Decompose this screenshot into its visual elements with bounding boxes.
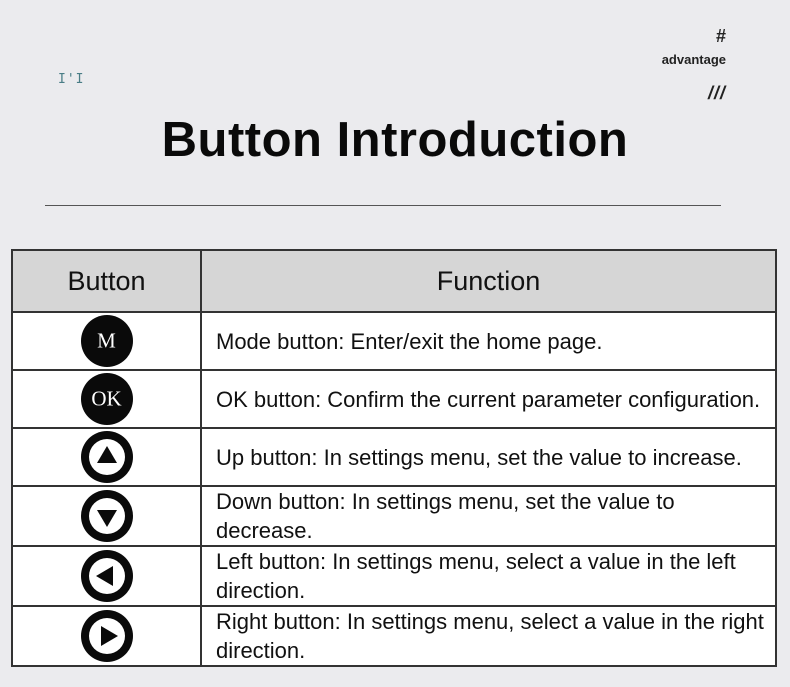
- table-row: [12, 370, 776, 428]
- button-column-header: Button: [12, 250, 201, 312]
- ok-button-icon: [81, 373, 133, 425]
- table-row: [12, 546, 776, 606]
- table-header-row: [12, 250, 776, 312]
- hash-symbol: #: [715, 26, 726, 46]
- button-function-table: [11, 249, 777, 667]
- function-description: OK button: Confirm the current parameter configuration.: [201, 370, 776, 428]
- up-arrow-icon: [81, 431, 133, 483]
- table-row: [12, 312, 776, 370]
- slashes-decoration: ///: [707, 83, 726, 103]
- title-divider: [45, 205, 721, 206]
- mode-button-icon: [81, 315, 133, 367]
- decorative-mark: I'I: [58, 72, 85, 87]
- ok-button-letter: OK: [91, 386, 122, 411]
- table-row: [12, 428, 776, 486]
- function-description: Right button: In settings menu, select a value in the right direction.: [201, 606, 776, 666]
- right-arrow-icon: [81, 610, 133, 662]
- left-arrow-icon: [81, 550, 133, 602]
- mode-button-letter: M: [97, 328, 116, 353]
- function-description: Left button: In settings menu, select a value in the left direction.: [201, 546, 776, 606]
- table-row: [12, 486, 776, 546]
- down-arrow-icon: [81, 490, 133, 542]
- function-description: Up button: In settings menu, set the value to increase.: [201, 428, 776, 486]
- table-row: [12, 606, 776, 666]
- function-description: Mode button: Enter/exit the home page.: [201, 312, 776, 370]
- advantage-decoration: [636, 26, 726, 104]
- function-description: Down button: In settings menu, set the value to decrease.: [201, 486, 776, 546]
- advantage-label: advantage: [661, 52, 726, 67]
- page-title: Button Introduction: [161, 113, 629, 167]
- function-column-header: Function: [201, 250, 776, 312]
